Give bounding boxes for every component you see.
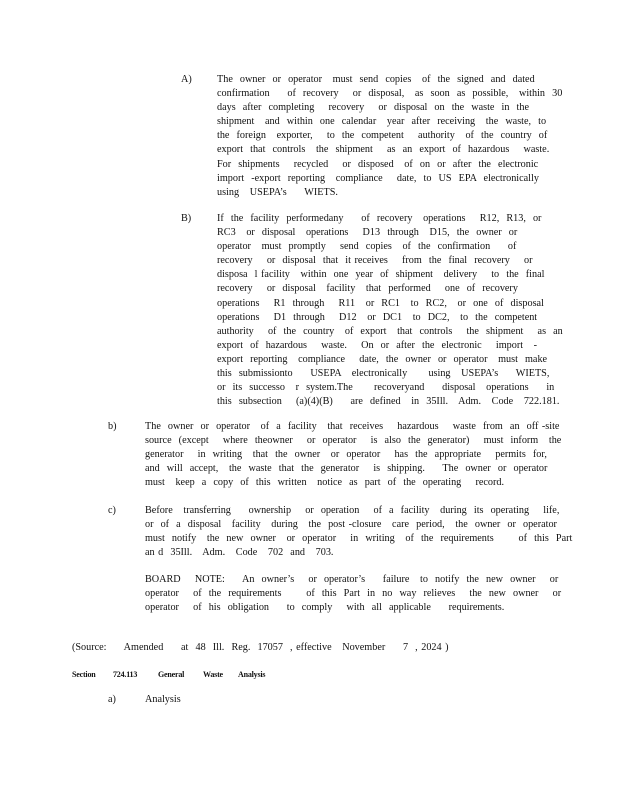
text-line: For shipments recycled or disposed of on or after the electronic [217,158,539,170]
text-line: recovery or disposal that it receives from the final recovery or [217,255,533,267]
text-line: or of a disposal facility during the post -closure care period, the owner or operator [145,519,557,531]
item-marker-b: b) [108,421,117,432]
item-marker-c: c) [108,505,116,516]
text-line: operations R1 through R11 or RC1 to RC2, or one of disposal [217,297,544,309]
section-label: Section [72,670,96,679]
text-line: export of hazardous waste. On or after the electronic import - [217,339,538,351]
item-b-paragraph [145,420,561,490]
text-line: export that controls the shipment as an export of hazardous waste. [217,144,550,156]
text-line: operations D1 through D12 or DC1 to DC2, to the competent [217,311,538,323]
text-line: generator in writing that the owner or operator has the appropriate permits for, [145,449,547,461]
text-line: BOARD NOTE: An owner’s or operator’s failure to notify the new owner or [145,574,559,585]
section-title-word-1: General [158,670,185,679]
text-line: The owner or operator of a facility that receives hazardous waste from an off -site [145,421,560,432]
text-line: If the facility performedany of recovery operations R12, R13, or [217,213,542,224]
text-line: must notify the new owner or operator in writing of the requirements of this Part [145,533,573,545]
text-line: shipment and within one calendar year after receiving the waste, to [217,116,547,128]
item-marker-B: B) [181,213,192,224]
section-number: 724.113 [113,670,138,679]
text-line: export reporting compliance date, the owner or operator must make [217,353,548,365]
text-line: using USEPA’s WIETS. [217,186,338,198]
text-line: this subsection (a)(4)(B) are defined in 35Ill. Adm. Code 722.181. [217,396,560,408]
text-line: authority of the country of export that controls the shipment as an [217,325,563,337]
board-note [145,573,561,615]
text-line: The owner or operator must send copies of the signed and dated [217,74,535,85]
text-line: must keep a copy of this written notice as part of the operating record. [145,477,505,489]
item-c-paragraph [145,504,572,560]
text-line: operator of the requirements of this Part in no way relieves the new owner or [145,588,562,600]
section-heading [72,668,472,682]
text-line: an d 35Ill. Adm. Code 702 and 703. [145,547,334,559]
item-marker-A: A) [181,74,192,85]
subsection-title: Analysis [145,694,181,705]
text-line: RC3 or disposal operations D13 through D15, the owner or [217,227,518,239]
text-line: disposa l facility within one year of shipment delivery to the final [217,269,545,281]
text-line: Before transferring ownership or operation of a facility during its operating life, [145,505,560,516]
subsection-marker-a: a) [108,694,116,705]
text-line: the foreign exporter, to the competent authority of the country of [217,130,548,142]
text-line: days after completing recovery or disposal on the waste in the [217,102,530,114]
text-line: this submissionto USEPA electronically using USEPA’s WIETS, [217,368,550,380]
text-line: and will accept, the waste that the generator is shipping. The owner or operator [145,463,548,475]
section-title-word-2: Waste [203,670,223,679]
text-line: or its successo r system.The recoveryand disposal operations in [217,382,555,394]
item-B-paragraph [217,212,563,409]
text-line: recovery or disposal facility that performed one of recovery [217,283,518,295]
text-line: confirmation of recovery or disposal, as soon as possible, within 30 [217,88,563,100]
text-line: operator of his obligation to comply with all applicable requirements. [145,602,505,614]
source-line: (Source: Amended at 48 Ill. Reg. 17057 , effective November 7 , 2024 ) [72,642,449,653]
item-A-paragraph [217,73,562,200]
text-line: import -export reporting compliance date, to US EPA electronically [217,172,539,184]
section-title-word-3: Analysis [238,670,266,679]
source-note [72,641,449,655]
text-line: operator must promptly send copies of the confirmation of [217,241,517,253]
text-line: source (except where theowner or operator is also the generator) must inform the [145,435,562,447]
